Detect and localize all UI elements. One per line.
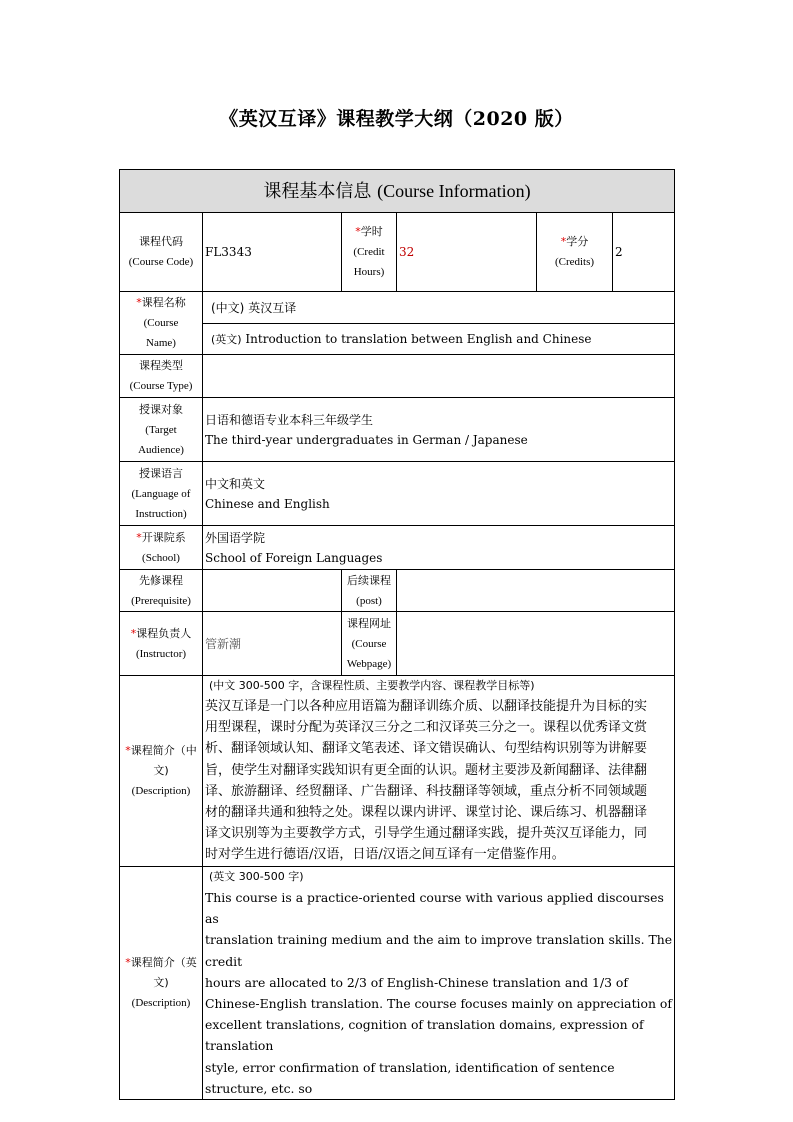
- course-name-label-en-1: (Course: [143, 317, 179, 329]
- description-en-label-zh-2: 文): [153, 976, 169, 990]
- description-zh-line: 译、旅游翻译、经贸翻译、广告翻译、科技翻译等领域，重点分析不同领域题: [205, 783, 648, 799]
- instructor-row: [120, 612, 675, 676]
- description-en-line: excellent translations, cognition of translation domains, expression of translation: [205, 1017, 644, 1054]
- description-zh-line: 材的翻译共通和独特之处。课程以课内讲评、课堂讨论、课后练习、机器翻译: [205, 805, 648, 821]
- description-en-line: translation training medium and the aim to improve translation skills. The credit: [205, 932, 673, 969]
- description-zh-hint: (中文 300-500 字，含课程性质、主要教学内容、课程教学目标等): [209, 679, 535, 692]
- description-en-label: [120, 867, 203, 1100]
- school-label-zh: 开课院系: [141, 530, 186, 544]
- description-en-line: hours are allocated to 2/3 of English-Chinese translation and 1/3 of: [205, 974, 628, 990]
- language-value-zh: 中文和英文: [205, 476, 266, 491]
- audience-value: [203, 398, 675, 462]
- course-name-en-tag: (英文): [211, 332, 242, 346]
- description-zh-cell: [203, 676, 675, 867]
- description-zh-line: 旨，使学生对翻译实践知识有更全面的认识。题材主要涉及新闻翻译、法律翻: [205, 762, 648, 778]
- language-label-zh: 授课语言: [139, 466, 183, 480]
- course-info-table: [119, 169, 675, 1100]
- course-name-en-value: Introduction to translation between English and Chinese: [245, 331, 592, 346]
- credits-label: [537, 213, 613, 292]
- school-label-en: (School): [142, 551, 180, 564]
- description-zh-line: 译文识别等为主要教学方式，引导学生通过翻译实践，提升英汉互译能力，同: [205, 826, 648, 842]
- course-code-value: FL3343: [203, 213, 342, 292]
- language-label: [120, 462, 203, 526]
- course-type-label: [120, 355, 203, 398]
- language-label-en-2: Instruction): [135, 507, 187, 520]
- webpage-label-en-1: (Course: [351, 637, 387, 650]
- hours-value: 32: [397, 213, 537, 292]
- required-mark: *: [136, 296, 142, 309]
- post-value: [397, 570, 675, 612]
- header-zh: 课程基本信息: [263, 180, 372, 202]
- course-name-zh-tag: (中文): [211, 300, 245, 315]
- prerequisite-label-en: (Prerequisite): [131, 594, 191, 607]
- webpage-label-en-2: Webpage): [346, 657, 392, 670]
- description-en-line: style, error confirmation of translation, identification of sentence structure, etc. so: [205, 1059, 615, 1096]
- table-header-row: [120, 170, 675, 213]
- prerequisite-value: [203, 570, 342, 612]
- language-value: [203, 462, 675, 526]
- document-title: 《英汉互译》课程教学大纲（2020 版）: [219, 108, 574, 130]
- post-label-en: (post): [356, 594, 382, 607]
- audience-value-en: The third-year undergraduates in German / Japanese: [205, 432, 528, 447]
- description-en-line: This course is a practice-oriented course with various applied discourses as: [205, 890, 664, 927]
- language-row: [120, 462, 675, 526]
- audience-row: [120, 398, 675, 462]
- description-zh-line: 用型课程，课时分配为英译汉三分之二和汉译英三分之一。课程以优秀译文赏: [205, 720, 648, 736]
- audience-label-zh: 授课对象: [139, 402, 183, 416]
- credits-value: 2: [613, 213, 675, 292]
- course-code-label-zh: 课程代码: [139, 235, 183, 248]
- instructor-label: [120, 612, 203, 676]
- post-label: [342, 570, 397, 612]
- course-name-zh-row: [120, 292, 675, 324]
- required-mark: *: [125, 956, 131, 970]
- description-en-label-en: (Description): [131, 997, 191, 1010]
- post-label-zh: 后续课程: [347, 573, 391, 587]
- language-value-en: Chinese and English: [205, 496, 330, 511]
- course-name-zh-value: 英汉互译: [248, 300, 297, 315]
- credits-label-en: (Credits): [554, 256, 595, 268]
- prerequisite-row: [120, 570, 675, 612]
- description-zh-label: [120, 676, 203, 867]
- table-header: [120, 170, 675, 213]
- hours-label-en-2: Hours): [353, 266, 385, 278]
- school-value-zh: 外国语学院: [205, 530, 266, 545]
- description-en-hint: (英文 300-500 字): [209, 870, 304, 883]
- required-mark: *: [355, 225, 361, 238]
- description-en-row: [120, 867, 675, 1100]
- description-zh-label-en: (Description): [131, 785, 191, 797]
- school-value: [203, 526, 675, 570]
- description-zh-row: [120, 676, 675, 867]
- audience-label-en-2: Audience): [138, 443, 184, 456]
- prerequisite-label-zh: 先修课程: [139, 573, 183, 587]
- description-zh-text: [205, 696, 672, 866]
- prerequisite-label: [120, 570, 203, 612]
- course-name-en-cell: [203, 324, 675, 355]
- description-zh-line: 析、翻译领域认知、翻译文笔表述、译文错误确认、句型结构识别等为讲解要: [205, 741, 648, 757]
- school-row: [120, 526, 675, 570]
- description-zh-line: 时对学生进行德语/汉语，日语/汉语之间互译有一定借鉴作用。: [205, 847, 565, 863]
- webpage-label: [342, 612, 397, 676]
- description-zh-line: 英汉互译是一门以各种应用语篇为翻译训练介质、以翻译技能提升为目标的实: [205, 699, 648, 714]
- required-mark: *: [136, 530, 142, 544]
- course-name-label-zh: 课程名称: [141, 296, 186, 309]
- header-en: (Course Information): [377, 180, 531, 201]
- course-code-row: [120, 213, 675, 292]
- required-mark: *: [130, 626, 137, 640]
- hours-label-en-1: (Credit: [353, 246, 385, 258]
- course-type-value: [203, 355, 675, 398]
- credits-label-zh: 学分: [566, 235, 589, 248]
- course-type-label-zh: 课程类型: [139, 359, 183, 372]
- course-name-label: [120, 292, 203, 355]
- instructor-value: 管新潮: [203, 612, 342, 676]
- instructor-label-en: (Instructor): [135, 647, 187, 660]
- course-code-label: [120, 213, 203, 292]
- description-en-text: [205, 887, 672, 1099]
- course-type-label-en: (Course Type): [129, 380, 193, 392]
- required-mark: *: [560, 235, 567, 248]
- instructor-label-zh: 课程负责人: [136, 626, 192, 640]
- description-en-cell: [203, 867, 675, 1100]
- required-mark: *: [125, 744, 131, 757]
- course-name-zh-cell: [203, 292, 675, 324]
- audience-label-en-1: (Target: [145, 423, 177, 436]
- webpage-value: [397, 612, 675, 676]
- webpage-label-zh: 课程网址: [347, 616, 391, 630]
- course-type-row: [120, 355, 675, 398]
- description-en-line: Chinese-English translation. The course focuses mainly on appreciation of: [205, 996, 672, 1012]
- description-zh-label-zh: 课程简介（中: [130, 744, 197, 757]
- description-zh-label-zh-2: 文): [153, 764, 169, 777]
- course-name-label-en-2: Name): [146, 337, 176, 349]
- course-name-en-row: [120, 324, 675, 355]
- audience-label: [120, 398, 203, 462]
- school-label: [120, 526, 203, 570]
- school-value-en: School of Foreign Languages: [205, 550, 383, 565]
- audience-value-zh: 日语和德语专业本科三年级学生: [205, 412, 374, 427]
- hours-label-zh: 学时: [360, 225, 383, 238]
- language-label-en-1: (Language of: [131, 487, 191, 500]
- description-en-label-zh: 课程简介（英: [130, 956, 197, 970]
- hours-label: [342, 213, 397, 292]
- course-code-label-en: (Course Code): [128, 256, 194, 268]
